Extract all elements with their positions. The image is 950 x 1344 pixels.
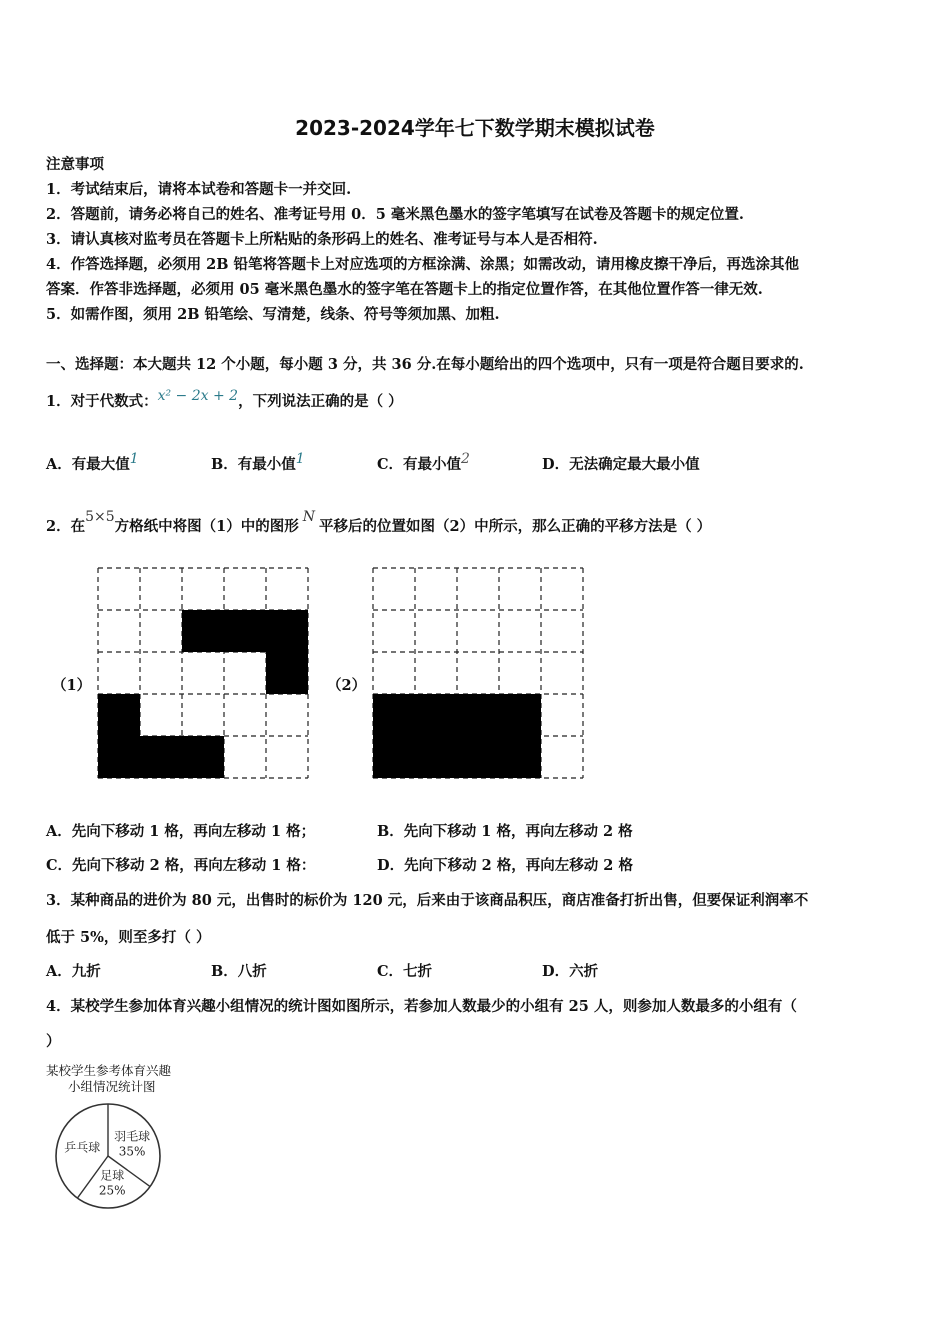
q2-grid-size: 5×5 (85, 509, 115, 525)
q1-option-d: D．无法确定最大最小值 (542, 456, 700, 473)
figure-2-label: （2） (327, 677, 367, 694)
notice-item-2: 2．答题前，请务必将自己的姓名、准考证号用 0．5 毫米黑色墨水的签字笔填写在试卷及答题卡的规定位置. (46, 206, 744, 223)
pie-chart (50, 1096, 180, 1218)
q2-option-d: D．先向下移动 2 格，再向左移动 2 格 (377, 857, 633, 874)
q2-option-a: A．先向下移动 1 格，再向左移动 1 格； (46, 823, 316, 840)
q1-option-b: B．有最小值1 (211, 451, 305, 473)
figure-1-label: （1） (52, 677, 92, 694)
q1-option-b-value: 1 (295, 451, 305, 467)
notice-item-1: 1．考试结束后，请将本试卷和答题卡一并交回. (46, 181, 352, 198)
pie-label-乒乓球: 乒乓球 (64, 1140, 101, 1155)
q3-option-a: A．九折 (46, 963, 101, 980)
q3-option-d: D．六折 (542, 963, 599, 980)
q2-stem: 2．在5×5方格纸中将图（1）中的图形N平移后的位置如图（2）中所示，那么正确的平移方法是（ ） (46, 509, 712, 535)
pie-percent-足球: 25% (98, 1183, 126, 1198)
q4-stem-line1: 4．某校学生参加体育兴趣小组情况的统计图如图所示，若参加人数最少的小组有 25 人，则参加人数最多的小组有（ (46, 998, 797, 1015)
pie-chart-title-line1: 某校学生参考体育兴趣 (46, 1063, 172, 1078)
pie-label-羽毛球: 羽毛球 (114, 1129, 151, 1144)
q1-option-a-value: 1 (129, 451, 139, 467)
notice-heading: 注意事项 (46, 156, 104, 173)
pie-chart-title-line2: 小组情况统计图 (68, 1079, 156, 1094)
shape-n-lower (98, 694, 224, 778)
grid-figure-1 (96, 566, 311, 780)
q1-option-c-value: 2 (461, 451, 470, 467)
q1-stem (46, 390, 403, 411)
q3-stem-line2: 低于 5%，则至多打（ ） (46, 929, 211, 946)
q2-option-b: B．先向下移动 1 格，再向左移动 2 格 (377, 823, 633, 840)
pie-percent-羽毛球: 35% (118, 1144, 146, 1159)
q1-option-c: C．有最小值2 (377, 451, 470, 473)
grid-figure-2 (371, 566, 586, 780)
q2-option-c: C．先向下移动 2 格，再向左移动 1 格： (46, 857, 316, 874)
q4-stem-line2: ） (46, 1033, 61, 1050)
shape-n-translated (373, 694, 541, 778)
page-title: 2023-2024学年七下数学期末模拟试卷 (295, 116, 655, 140)
q2-shape-n: N (302, 509, 315, 525)
q3-stem-line1: 3．某种商品的进价为 80 元，出售时的标价为 120 元，后来由于该商品积压，商店准备打折出售，但要保证利润率不 (46, 892, 809, 909)
shape-n-upper (182, 610, 308, 694)
notice-item-4: 4．作答选择题，必须用 2B 铅笔将答题卡上对应选项的方框涂满、涂黑；如需改动，请用橡皮擦干净后，再选涂其他 (46, 256, 800, 273)
q1-prefix: 1．对于代数式： (46, 393, 158, 410)
notice-item-5: 5．如需作图，须用 2B 铅笔绘、写清楚，线条、符号等须加黑、加粗. (46, 306, 500, 323)
q3-option-b: B．八折 (211, 963, 267, 980)
notice-item-4-cont: 答案．作答非选择题，必须用 05 毫米黑色墨水的签字笔在答题卡上的指定位置作答，在其他位置作答一律无效. (46, 281, 763, 298)
q1-expression: x² − 2x + 2 (157, 388, 239, 404)
q1-option-a: A．有最大值1 (46, 451, 139, 473)
q1-suffix: ，下列说法正确的是（ ） (238, 393, 403, 410)
pie-label-足球: 足球 (100, 1168, 125, 1183)
q3-option-c: C．七折 (377, 963, 433, 980)
notice-item-3: 3．请认真核对监考员在答题卡上所粘贴的条形码上的姓名、准考证号与本人是否相符. (46, 231, 598, 248)
section-heading: 一、选择题：本大题共 12 个小题，每小题 3 分，共 36 分.在每小题给出的四个选项中，只有一项是符合题目要求的. (46, 356, 804, 373)
